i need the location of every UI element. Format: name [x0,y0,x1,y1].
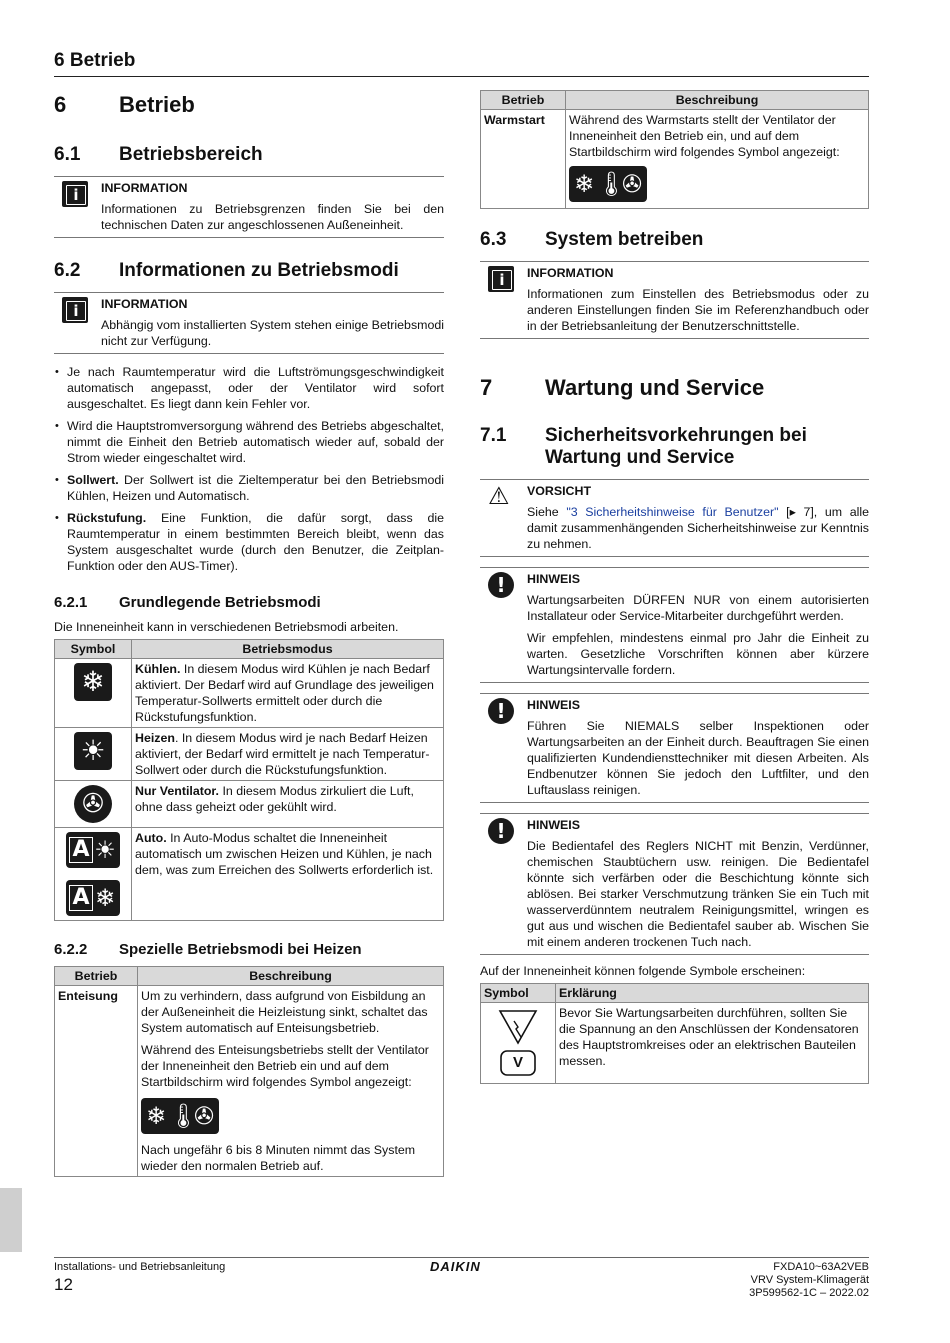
information-icon: i [62,181,88,207]
notice-text: Wir empfehlen, mindestens einmal pro Jahr die Einheit zu warten. Gesetzliche Vorschriften können aber kürzere Wartungsintervalle fordern. [527,631,869,677]
running-header: 6 Betrieb [54,50,136,71]
column-header: Symbol [481,984,556,1003]
defrost-icon: ❄ 🌡 ✇ [569,166,647,202]
symbols-intro: Auf der Inneneinheit können folgende Symbole erscheinen: [480,964,806,978]
brand-logo: DAIKIN [430,1259,481,1274]
exclamation-icon: ! [488,698,514,724]
exclamation-icon: ! [488,818,514,844]
information-text: Informationen zu Betriebsgrenzen finden Sie bei den technischen Daten zur angeschlossenen Außeneinheit. [101,202,444,232]
information-box [480,261,869,339]
table-row: Warmstart Während des Warmstarts stellt der Ventilator der Inneneinheit den Betrieb ein, und auf dem Startbildschirm wird folgendes Symbol angezeigt: ❄ 🌡 ✇ [481,110,869,209]
column-header: Beschreibung [566,91,869,110]
information-box [54,176,444,238]
special-modes-table [54,966,444,1177]
table-row: A ☀ A ❄ Auto. In Auto-Modus schaltet die Inneneinheit automatisch um zwischen Heizen und Kühlen, je nach dem, was zum Erreichen des Sollwerts erforderlich ist. [55,828,444,921]
section-number: 6.1 [54,144,81,165]
section-title: Spezielle Betriebsmodi bei Heizen [119,941,362,958]
caution-text: Siehe "3 Sicherheitshinweise für Benutzer" [▸ 7], um alle damit zusammenhängenden Sicherheitshinweise zur Kenntnis zu nehmen. [527,505,870,551]
notice-box [480,813,869,955]
column-header: Symbol [55,640,132,659]
operation-modes-table [54,639,444,921]
information-box [54,292,444,354]
list-item: • Rückstufung. Eine Funktion, die dafür sorgt, dass die Raumtemperatur in einem bestimmten Bereich bleibt, wenn das System ausgeschaltet wurde (durch den Benutzer, die Zeitplan-Funktion oder den AUS-Timer). [54,510,444,574]
header-rule [54,76,869,77]
model-number: FXDA10~63A2VEB [773,1261,869,1273]
left-column [54,90,444,1177]
column-header: Erklärung [556,984,869,1003]
section-6-2-2-heading [54,941,444,958]
information-label: INFORMATION [101,297,188,311]
voltage-symbol: V [512,1054,523,1071]
notice-label: HINWEIS [527,818,581,832]
information-label: INFORMATION [101,181,188,195]
operation-notes-list [54,364,444,574]
mode-name: Enteisung [58,989,118,1003]
footer-model-info [749,1261,869,1300]
list-item: • Sollwert. Der Sollwert ist die Zieltemperatur bei den Betriebsmodi Kühlen, Heizen und Automatisch. [54,472,444,504]
section-title: Grundlegende Betriebsmodi [119,594,321,611]
notice-text: Wartungsarbeiten DÜRFEN NUR von einem autorisierten Installateur oder Service-Mitarbeiter durchgeführt werden. [527,593,869,623]
chapter-thumb-tab [0,1188,22,1252]
section-title: Informationen zu Betriebsmodi [119,260,399,281]
mode-name: Warmstart [484,113,545,127]
caution-box [480,479,869,557]
section-title: Sicherheitsvorkehrungen bei Wartung und Service [545,425,807,468]
section-6-1-heading [54,144,444,166]
information-text: Informationen zum Einstellen des Betriebsmodus oder zu anderen Einstellungen finden Sie im Referenzhandbuch oder in der Betriebsanleitung der Benutzerschnittstelle. [527,287,869,333]
information-label: INFORMATION [527,266,614,280]
notice-text: Die Bedientafel des Reglers NICHT mit Benzin, Verdünner, chemischen Staubtüchern usw. reinigen. Die Bedientafel könnte sich verfärben oder die Beschichtung könnte sich ablösen. Bei starker Verschmutzung tränken Sie ein Tuch mit wasserverdünntem neutralem Reinigungsmittel, wringen es gut aus und wischen die Bedientafel sauber ab. Wischen Sie mit einem anderen trockenen Tuch nach. [527,839,869,949]
table-row: Enteisung Um zu verhindern, dass aufgrund von Eisbildung an der Außeneinheit die Heizleistung sinkt, schaltet das System automatisch auf Enteisungsbetrieb. Während des Enteisungsbetriebs stellt der Ventilator der Inneneinheit den Betrieb ein und auf dem Startbildschirm wird folgendes Symbol angezeigt: ❄ 🌡 ✇ Nach ungefähr 6 bis 8 Minuten nimmt das System wieder den normalen Betrieb auf. [55,986,444,1177]
list-item: • Wird die Hauptstromversorgung während des Betriebs abgeschaltet, nimmt die Einheit den Betrieb automatisch wieder auf, sobald der Strom wieder eingeschaltet wird. [54,418,444,466]
section-6-2-heading [54,260,444,282]
voltmeter-warning-icon [497,1007,539,1079]
page-number: 12 [54,1275,73,1294]
section-number: 7 [480,375,493,400]
auto-cool-icon: A ❄ [66,880,120,916]
table-row: ❄ Kühlen. In diesem Modus wird Kühlen je nach Bedarf aktiviert. Der Bedarf wird auf Grundlage des jeweiligen Temperatur-Sollwerts ermittelt oder durch die Rückstufungsfunktion. [55,659,444,728]
exclamation-icon: ! [488,572,514,598]
notice-label: HINWEIS [527,698,581,712]
symbols-table [480,983,869,1084]
section-number: 6.3 [480,229,507,250]
section-title: System betreiben [545,229,704,250]
modes-intro: Die Inneneinheit kann in verschiedenen Betriebsmodi arbeiten. [54,620,399,634]
section-title: Betriebsbereich [119,144,263,165]
defrost-icon: ❄ 🌡 ✇ [141,1098,219,1134]
caution-label: VORSICHT [527,484,592,498]
special-modes-table-continued [480,90,869,209]
notice-box [480,567,869,683]
information-text: Abhängig vom installierten System stehen einige Betriebsmodi nicht zur Verfügung. [101,318,444,348]
section-6-3-heading [480,229,869,251]
warning-triangle-icon: ⚠ [488,482,510,510]
list-item: • Je nach Raumtemperatur wird die Luftströmungsgeschwindigkeit automatisch angepasst, oder der Ventilator wird sofort ausgeschaltet. Es liegt dann kein Fehler vor. [54,364,444,412]
notice-box [480,693,869,803]
footer-rule [54,1257,869,1258]
table-row [481,1003,869,1084]
fan-icon: ✇ [74,785,112,823]
section-title: Wartung und Service [545,375,765,400]
right-column [480,90,869,1084]
auto-heat-icon: A ☀ [66,832,120,868]
safety-link[interactable]: "3 Sicherheitshinweise für Benutzer" [566,505,779,519]
section-number: 7.1 [480,425,507,446]
section-number: 6.2.1 [54,594,88,611]
symbol-explanation: Bevor Sie Wartungsarbeiten durchführen, sollten Sie die Spannung an den Anschlüssen der Kondensatoren des Hauptstromkreises oder an elektrischen Bauteilen messen. [556,1003,869,1084]
section-7-1-heading [480,425,869,469]
snowflake-icon: ❄ [74,663,112,701]
section-number: 6.2.2 [54,941,88,958]
column-header: Betrieb [55,967,138,986]
section-6-2-1-heading [54,594,444,611]
table-row: ☀ Heizen. In diesem Modus wird je nach Bedarf Heizen aktiviert, der Bedarf wird ermittelt je nach Temperatur-Sollwert oder durch die Rückstufungsfunktion. [55,728,444,781]
column-header: Betrieb [481,91,566,110]
column-header: Betriebsmodus [132,640,444,659]
notice-text: Führen Sie NIEMALS selber Inspektionen oder Wartungsarbeiten an der Einheit durch. Beauftragen Sie einen qualifizierten Kundendiensttechniker mit diesen Arbeiten. Als Endbenutzer können Sie jedoch den Luftfilter, und den Luftauslass reinigen. [527,719,869,797]
product-name: VRV System-Klimagerät [750,1274,869,1286]
sun-icon: ☀ [74,732,112,770]
section-title: Betrieb [119,92,195,117]
section-number: 6 [54,92,67,117]
notice-label: HINWEIS [527,572,581,586]
table-row: ✇ Nur Ventilator. In diesem Modus zirkuliert die Luft, ohne dass geheizt oder gekühlt wird. [55,781,444,828]
section-number: 6.2 [54,260,81,281]
section-6-heading [54,92,444,118]
column-header: Beschreibung [138,967,444,986]
section-7-heading [480,375,869,401]
footer-doc-title: Installations- und Betriebsanleitung [54,1261,226,1273]
information-icon: i [488,266,514,292]
information-icon: i [62,297,88,323]
doc-code: 3P599562-1C – 2022.02 [749,1287,869,1299]
